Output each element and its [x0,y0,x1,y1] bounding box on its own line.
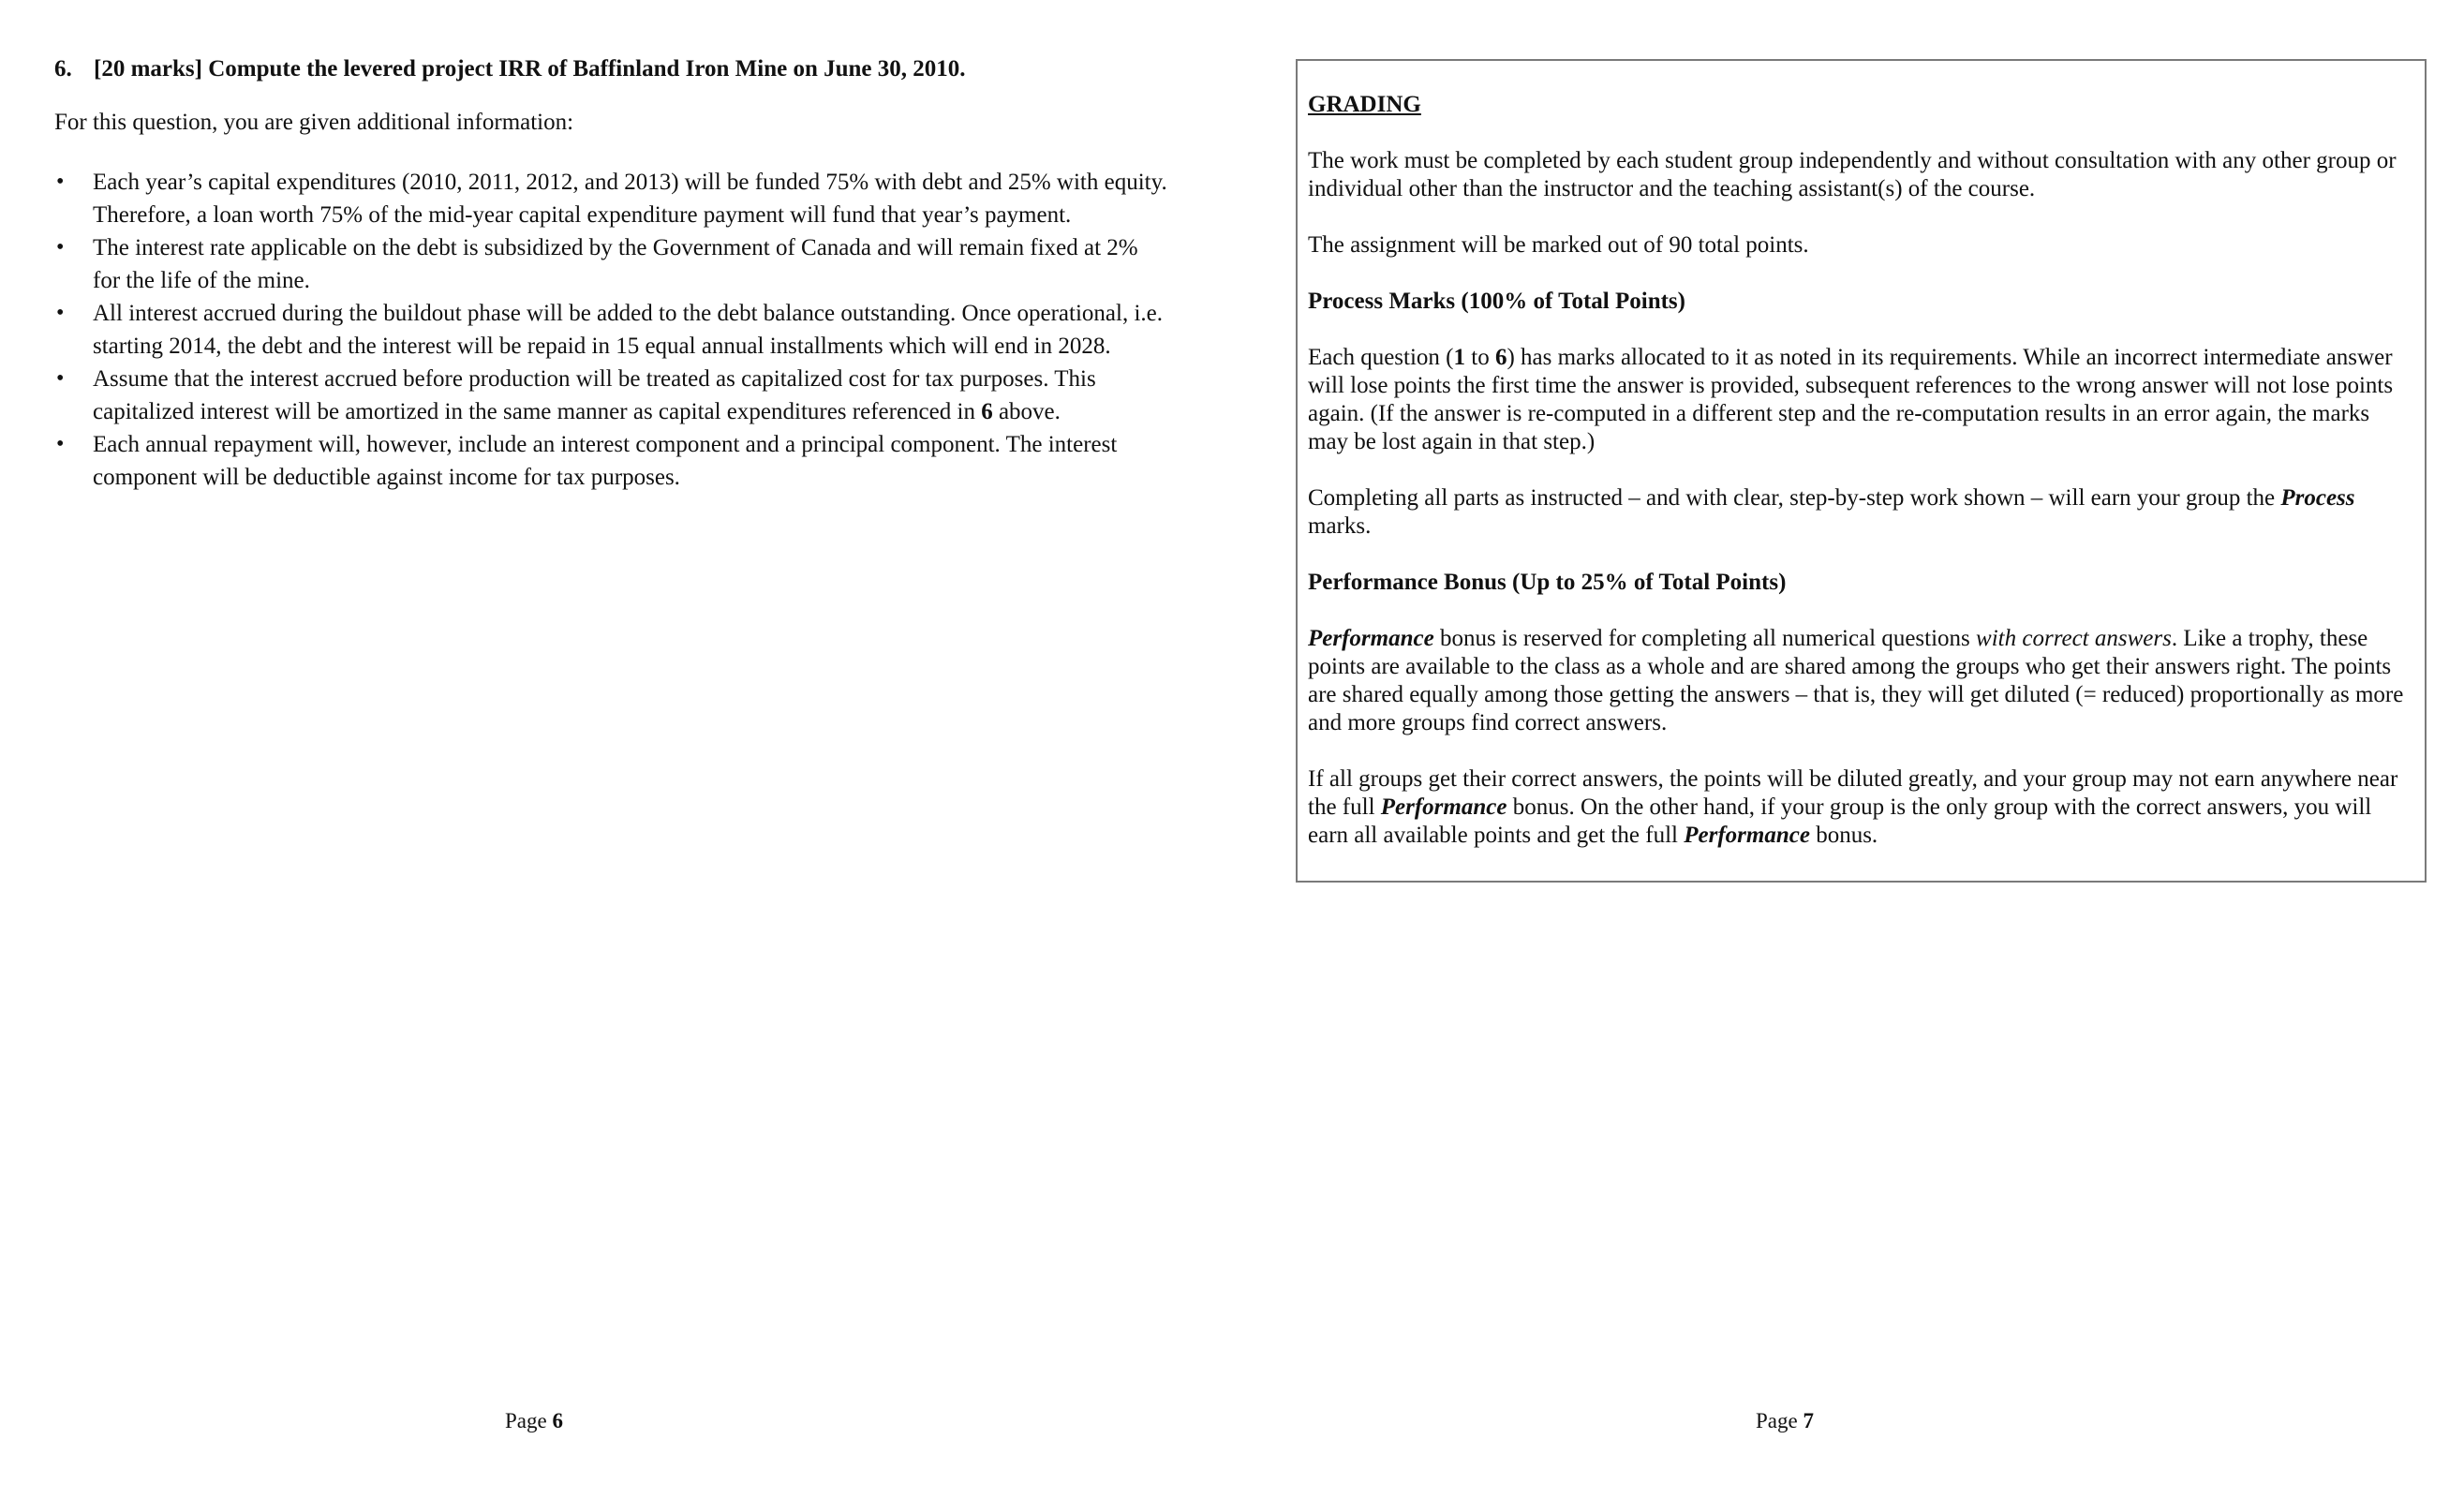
bullet-icon: • [56,170,65,194]
page-label: Page [505,1409,553,1432]
page-number: 6 [552,1409,563,1432]
grading-box [1296,59,2427,883]
bullet-text: Each annual repayment will, however, include an interest component and a principal component. The interest component will be deductible against income for tax purposes. [93,432,1118,490]
bonus-text: bonus is reserved for completing all numerical questions [1433,626,1977,651]
bullet-icon: • [56,366,65,391]
list-item [54,231,1169,297]
question-heading-text: [20 marks] Compute the levered project IRR of Baffinland Iron Mine on June 30, 2010. [94,56,966,82]
page-number: 7 [1803,1409,1814,1432]
dilution-paragraph [1308,765,2415,850]
process-marks-paragraph [1308,344,2415,456]
question-number: 6. [54,56,72,82]
bullet-text: The interest rate applicable on the debt is subsidized by the Government of Canada and will remain fixed at 2% for the life of the mine. [93,235,1138,293]
right-page [1232,0,2464,1499]
bullet-icon: • [56,301,65,325]
bullet-text-after: above. [992,399,1061,424]
question-intro: For this question, you are given additional information: [54,110,574,135]
dilution-text: bonus. [1809,823,1878,848]
performance-emphasis: Performance [1380,794,1507,820]
completing-paragraph [1308,484,2415,541]
bullet-text: Each year’s capital expenditures (2010, 2011, 2012, and 2013) will be funded 75% with debt and 25% with equity. Therefore, a loan worth 75% of the mid-year capital expenditure payment will fund that year’s payment. [93,170,1167,228]
list-item [54,297,1169,363]
grading-work-paragraph: The work must be completed by each student group independently and without consultation with any other group or individual other than the instructor and the teaching assistant(s) of the course. [1308,148,2397,201]
bullet-icon: • [56,432,65,456]
bullet-icon: • [56,235,65,260]
dilution-text: If all groups get their correct answers, the points will be diluted greatly, and your group may not earn anywhere near the full [1308,766,2398,820]
completing-text: marks. [1308,513,1372,539]
completing-text: Completing all parts as instructed – and with clear, step-by-step work shown – will earn your group the [1308,485,2281,511]
list-item [54,166,1169,231]
correct-answers-emphasis: with correct answers [1976,626,2172,651]
performance-emphasis: Performance [1684,823,1810,848]
page-number-footer [1756,1409,1814,1433]
list-item [54,428,1169,494]
page-label: Page [1756,1409,1803,1432]
performance-bonus-paragraph [1308,625,2415,737]
bullet-text: All interest accrued during the buildout phase will be added to the debt balance outstanding. Once operational, i.e. starting 2014, the debt and the interest will be repaid in 15 equal annual installments which will end in 2028. [93,301,1164,359]
question-ref-first: 1 [1453,345,1466,370]
list-item [54,363,1169,428]
performance-emphasis: Performance [1308,626,1434,651]
process-text: Each question ( [1308,345,1454,370]
dilution-text: bonus. On the other hand, if your group is the only group with the correct answers, you will earn all available points and get the full [1308,794,2372,848]
question-heading [54,56,1179,82]
bullet-question-ref: 6 [981,399,993,424]
question-ref-last: 6 [1494,345,1507,370]
grading-points-paragraph: The assignment will be marked out of 90 total points. [1308,232,1809,258]
grading-title: GRADING [1308,92,1421,117]
performance-bonus-heading: Performance Bonus (Up to 25% of Total Points) [1308,570,1787,595]
bullet-text-before: Assume that the interest accrued before production will be treated as capitalized cost for tax purposes. This capitalized interest will be amortized in the same manner as capital expenditures referenced in [93,366,1096,424]
process-text: ) has marks allocated to it as noted in its requirements. While an incorrect intermediate answer will lose points the first time the answer is provided, subsequent references to the wrong answer will not lose points again. (If the answer is re-computed in a different step and the re-computation results in an error again, the marks may be lost again in that step.) [1308,345,2394,454]
page-number-footer [505,1409,563,1433]
process-emphasis: Process [2280,485,2355,511]
bonus-text: . Like a trophy, these points are available to the class as a whole and are shared among the groups who get their answers right. The points are shared equally among those getting the answers – that is, they will get diluted (= reduced) proportionally as more and more groups find correct answers. [1308,626,2404,735]
process-marks-heading: Process Marks (100% of Total Points) [1308,289,1685,314]
process-text: to [1465,345,1495,370]
info-bullet-list [54,166,1169,494]
